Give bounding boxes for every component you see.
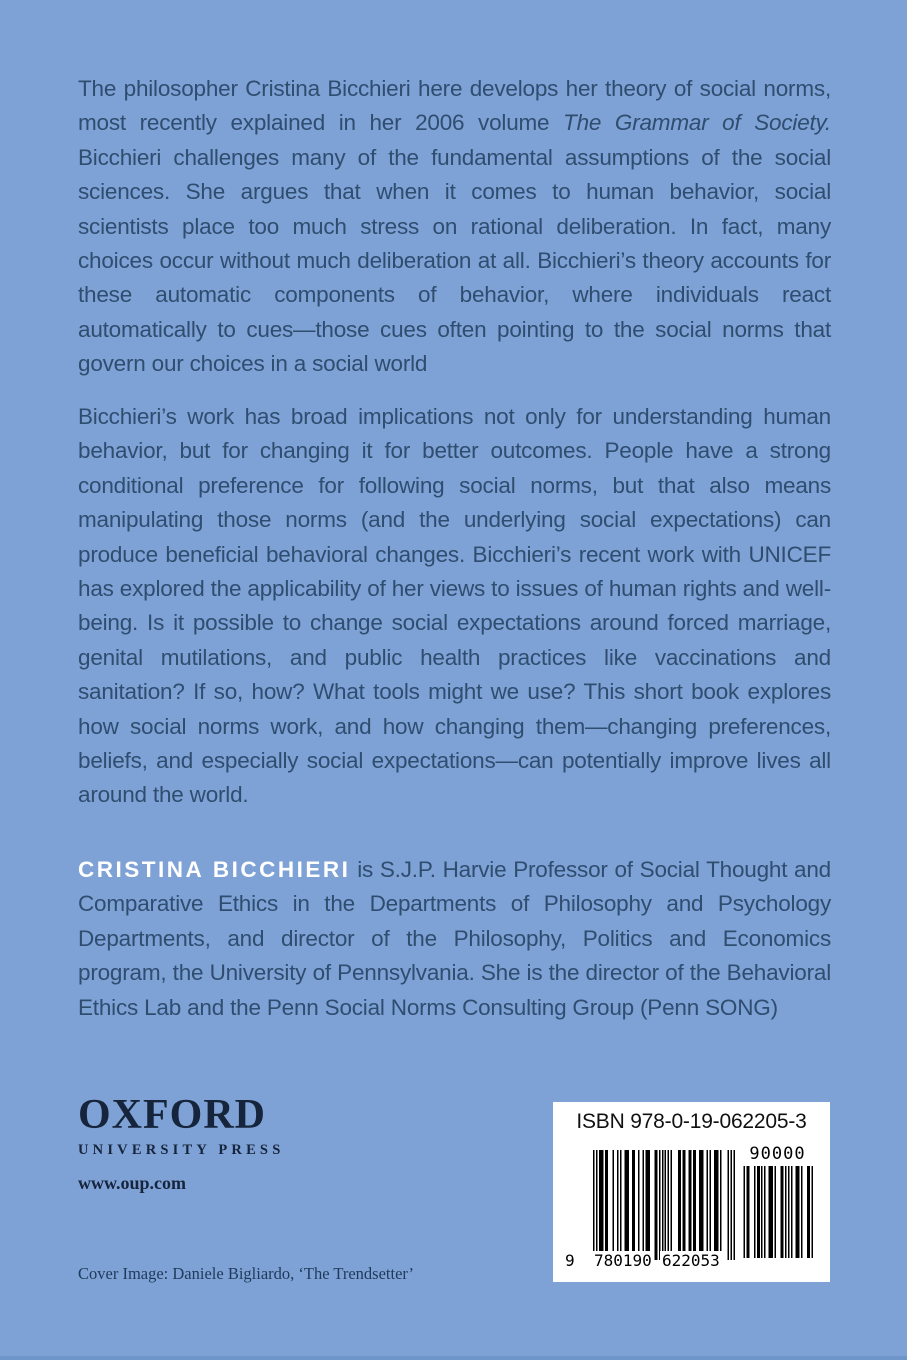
- isbn-label: ISBN 978-0-19-062205-3: [576, 1110, 807, 1133]
- synopsis-paragraph-2: Bicchieri’s work has broad implications not only for understanding human behavior, but for changing it for better outcomes. People have a strong conditional preference for following social norms, but that also means manipulating those norms (and the underlying social expectations) can produce beneficial behavioral changes. Bicchieri’s recent work with UNICEF has explored the applicability of her views to issues of human rights and well-being. Is it possible to change social expectations around forced marriage, genital mutilations, and public health practices like vaccinations and sanitation? If so, how? What tools might we use? This short book explores how social norms work, and how changing them—changing preferences, beliefs, and especially social expectations—can potentially improve lives all around the world.: [78, 404, 831, 808]
- author-bio-text: is S.J.P. Harvie Professor of Social Thought and Comparative Ethics in the Departments of Philosophy and Psychology Departments, and director of the Philosophy, Politics and Economics program, the University of Pennsylvania. She is the director of the Behavioral Ethics Lab and the Penn Social Norms Consulting Group (Penn SONG): [78, 857, 832, 1020]
- ean13-barcode: [593, 1150, 735, 1260]
- book-title-italic: The Grammar of Society.: [563, 110, 831, 136]
- synopsis-text-post: Bicchieri challenges many of the fundamental assumptions of the social sciences. She argues that when it comes to human behavior, social scientists place too much stress on rational deliberation. In fact, many choices occur without much deliberation at all. Bicchieri’s theory accounts for these automatic components of behavior, where individuals react automatically to cues—those cues often pointing to the social norms that govern our choices in a social world: [78, 144, 831, 377]
- supplement-digits: 90000: [749, 1144, 806, 1164]
- synopsis-paragraph-1: [78, 72, 831, 382]
- university-press-label: UNIVERSITY PRESS: [78, 1142, 285, 1158]
- publisher-website: www.oup.com: [78, 1173, 187, 1193]
- author-bio: [78, 853, 831, 1025]
- ean13-digits: [553, 1251, 830, 1273]
- ean-group-1: 780190: [594, 1251, 652, 1270]
- author-name: CRISTINA BICCHIERI: [78, 857, 351, 882]
- ean-group-2: 622053: [662, 1251, 720, 1270]
- barcode-panel: [553, 1102, 830, 1282]
- supplement-barcode: [742, 1166, 813, 1258]
- oxford-wordmark: OXFORD: [78, 1092, 266, 1138]
- cover-credit: Cover Image: Daniele Bigliardo, ‘The Trendsetter’: [78, 1264, 415, 1283]
- synopsis-text-pre: The philosopher Cristina Bicchieri here develops her theory of social norms, most recently explained in her 2006 volume: [78, 76, 831, 136]
- publisher-logo: [78, 1094, 284, 1159]
- ean-first-digit: 9: [565, 1251, 575, 1270]
